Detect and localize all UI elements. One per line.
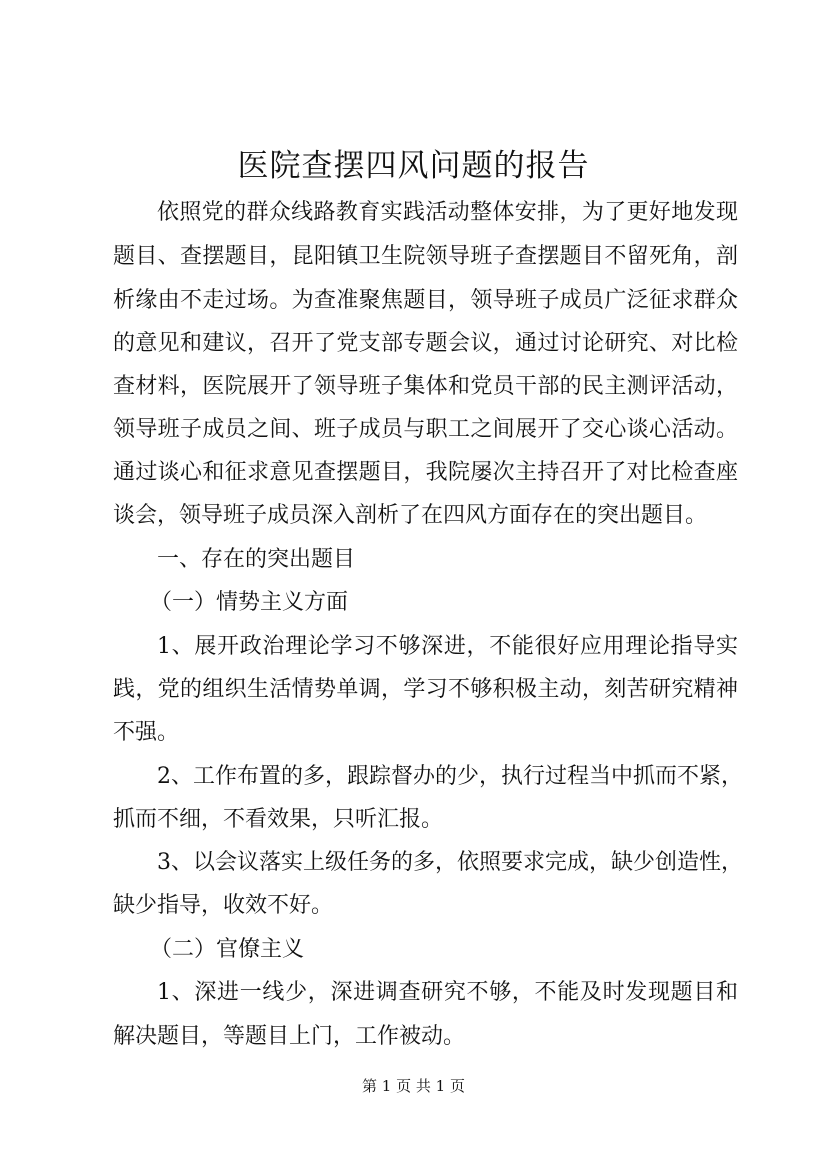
paragraph-line: 2、工作布置的多，跟踪督办的少，执行过程当中抓而不紧， xyxy=(157,764,743,789)
section-heading: 一、存在的突出题目 xyxy=(157,547,356,572)
paragraph-line: 抓而不细，不看效果，只听汇报。 xyxy=(113,807,444,832)
paragraph-line: 谈会，领导班子成员深入剖析了在四风方面存在的突出题目。 xyxy=(113,503,708,528)
paragraph-line: 不强。 xyxy=(113,720,180,745)
subsection-heading: （二）官僚主义 xyxy=(150,937,305,962)
paragraph-line: 缺少指导，收效不好。 xyxy=(113,893,334,918)
paragraph-line: 的意见和建议，召开了党支部专题会议，通过讨论研究、对比检 xyxy=(113,331,738,356)
paragraph-line: 1、深进一线少，深进调查研究不够，不能及时发现题目和 xyxy=(157,980,738,1005)
document-title: 医院查摆四风问题的报告 xyxy=(237,148,590,184)
paragraph-line: 领导班子成员之间、班子成员与职工之间展开了交心谈心活动。 xyxy=(113,417,738,442)
page-footer: 第 1 页 共 1 页 xyxy=(362,1077,465,1095)
paragraph-line: 依照党的群众线路教育实践活动整体安排，为了更好地发现 xyxy=(157,200,738,225)
paragraph-line: 题目、查摆题目，昆阳镇卫生院领导班子查摆题目不留死角，剖 xyxy=(113,244,738,269)
paragraph-line: 践，党的组织生活情势单调，学习不够积极主动，刻苦研究精神 xyxy=(113,677,738,702)
paragraph-line: 1、展开政治理论学习不够深进，不能很好应用理论指导实 xyxy=(157,634,738,659)
paragraph-line: 析缘由不走过场。为查准聚焦题目，领导班子成员广泛征求群众 xyxy=(113,288,738,313)
paragraph-line: 解决题目，等题目上门，工作被动。 xyxy=(113,1024,466,1049)
paragraph-line: 查材料，医院展开了领导班子集体和党员干部的民主测评活动， xyxy=(113,374,738,399)
paragraph-line: 3、以会议落实上级任务的多，依照要求完成，缺少创造性， xyxy=(157,850,743,875)
paragraph-line: 通过谈心和征求意见查摆题目，我院屡次主持召开了对比检查座 xyxy=(113,460,738,485)
subsection-heading: （一）情势主义方面 xyxy=(150,590,349,615)
